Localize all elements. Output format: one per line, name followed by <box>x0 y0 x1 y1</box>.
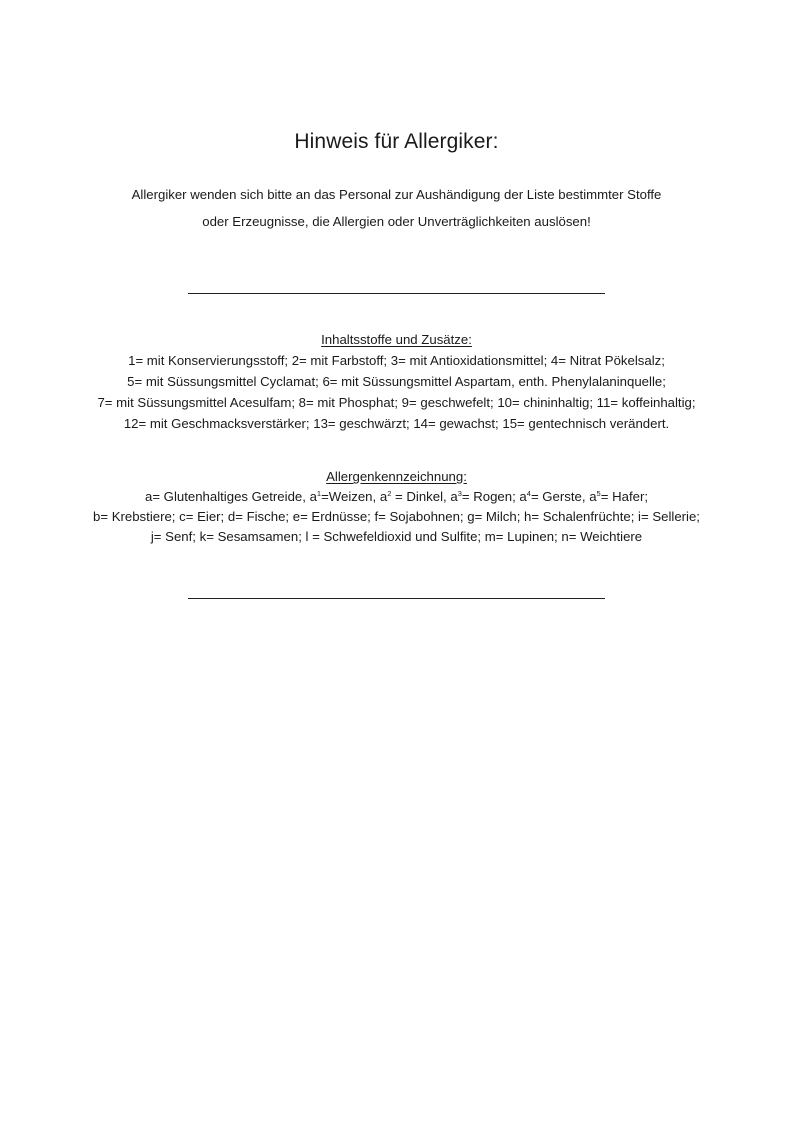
allergens-line-1 <box>0 487 793 507</box>
divider-top <box>188 293 605 294</box>
intro-paragraph <box>0 181 793 235</box>
allergen-a5: = Hafer; <box>600 489 648 504</box>
allergens-line-2: b= Krebstiere; c= Eier; d= Fische; e= Erdnüsse; f= Sojabohnen; g= Milch; h= Schalenfrüchte; i= Sellerie; <box>93 509 700 524</box>
allergens-section <box>0 467 793 547</box>
additives-section <box>0 329 793 434</box>
allergen-a3-superscript: 3 <box>457 489 462 498</box>
allergen-a2: = Dinkel, a <box>391 489 458 504</box>
allergen-a1: =Weizen, a <box>321 489 388 504</box>
allergen-a4-superscript: 4 <box>526 489 531 498</box>
allergen-a2-superscript: 2 <box>387 489 392 498</box>
additives-line-1: 1= mit Konservierungsstoff; 2= mit Farbstoff; 3= mit Antioxidationsmittel; 4= Nitrat Pökelsalz; <box>128 353 665 368</box>
intro-line-1: Allergiker wenden sich bitte an das Personal zur Aushändigung der Liste bestimmter Stoffe <box>131 187 662 202</box>
allergen-a3: = Rogen; a <box>461 489 527 504</box>
allergen-a1-superscript: 1 <box>316 489 322 498</box>
additives-line-3: 7= mit Süssungsmittel Acesulfam; 8= mit Phosphat; 9= geschwefelt; 10= chininhaltig; 11= koffeinhaltig; <box>97 395 696 410</box>
page-title: Hinweis für Allergiker: <box>294 130 499 153</box>
allergens-line-3: j= Senf; k= Sesamsamen; l = Schwefeldioxid und Sulfite; m= Lupinen; n= Weichtiere <box>150 529 643 544</box>
divider-bottom <box>188 598 605 599</box>
intro-line-2: oder Erzeugnisse, die Allergien oder Unverträglichkeiten auslösen! <box>202 214 591 229</box>
allergens-heading: Allergenkennzeichnung: <box>326 469 467 484</box>
additives-line-4: 12= mit Geschmacksverstärker; 13= geschwärzt; 14= gewachst; 15= gentechnisch verändert. <box>123 416 670 431</box>
allergen-a: a= Glutenhaltiges Getreide, a <box>144 489 317 504</box>
allergen-a5-superscript: 5 <box>596 489 601 498</box>
additives-line-2: 5= mit Süssungsmittel Cyclamat; 6= mit Süssungsmittel Aspartam, enth. Phenylalaninquelle; <box>127 374 666 389</box>
additives-heading: Inhaltsstoffe und Zusätze: <box>321 332 472 347</box>
allergen-a4: = Gerste, a <box>530 489 597 504</box>
